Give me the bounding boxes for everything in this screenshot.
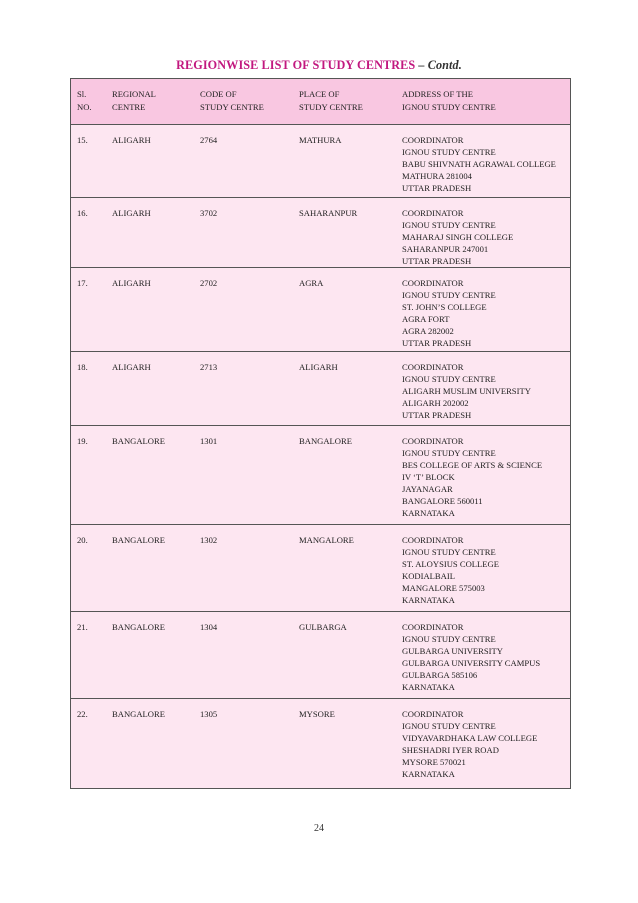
- cell-regional-centre: ALIGARH: [112, 268, 200, 352]
- header-regional: [112, 79, 200, 125]
- table-row: [71, 352, 571, 426]
- address-line: COORDINATOR: [402, 622, 464, 632]
- address-line: GULBARGA UNIVERSITY CAMPUS: [402, 658, 541, 668]
- cell-place: GULBARGA: [299, 612, 402, 699]
- address-line: COORDINATOR: [402, 278, 464, 288]
- address-line: BABU SHIVNATH AGRAWAL COLLEGE: [402, 159, 556, 169]
- address-line: COORDINATOR: [402, 535, 464, 545]
- cell-address: [402, 699, 571, 789]
- address-line: VIDYAVARDHAKA LAW COLLEGE: [402, 733, 538, 743]
- address-line: IGNOU STUDY CENTRE: [402, 721, 496, 731]
- cell-address: [402, 352, 571, 426]
- header-code-line-2: STUDY CENTRE: [200, 102, 264, 112]
- cell-place: AGRA: [299, 268, 402, 352]
- address-line: IGNOU STUDY CENTRE: [402, 290, 496, 300]
- header-address-line-2: IGNOU STUDY CENTRE: [402, 102, 496, 112]
- address-line: BANGALORE 560011: [402, 496, 483, 506]
- address-line: MYSORE 570021: [402, 757, 466, 767]
- address-line: SAHARANPUR 247001: [402, 244, 489, 254]
- address-line: COORDINATOR: [402, 436, 464, 446]
- header-regional-line-1: REGIONAL: [112, 89, 156, 99]
- address-line: IGNOU STUDY CENTRE: [402, 448, 496, 458]
- address-line: ALIGARH MUSLIM UNIVERSITY: [402, 386, 531, 396]
- header-sl: [71, 79, 113, 125]
- cell-sl: 17.: [71, 268, 113, 352]
- table-body: [71, 125, 571, 789]
- header-place: [299, 79, 402, 125]
- cell-regional-centre: BANGALORE: [112, 612, 200, 699]
- page-number: 24: [314, 823, 324, 834]
- cell-address: [402, 426, 571, 525]
- address-line: UTTAR PRADESH: [402, 410, 472, 420]
- cell-place: MATHURA: [299, 125, 402, 198]
- cell-regional-centre: ALIGARH: [112, 125, 200, 198]
- table-row: [71, 426, 571, 525]
- header-sl-line-2: NO.: [77, 102, 92, 112]
- address-line: GULBARGA UNIVERSITY: [402, 646, 503, 656]
- header-code: [200, 79, 299, 125]
- address-line: IGNOU STUDY CENTRE: [402, 374, 496, 384]
- cell-code: 2702: [200, 268, 299, 352]
- address-line: SHESHADRI IYER ROAD: [402, 745, 499, 755]
- header-place-line-2: STUDY CENTRE: [299, 102, 363, 112]
- table-row: [71, 125, 571, 198]
- cell-address: [402, 125, 571, 198]
- cell-regional-centre: BANGALORE: [112, 699, 200, 789]
- cell-address: [402, 525, 571, 612]
- cell-place: BANGALORE: [299, 426, 402, 525]
- cell-code: 1301: [200, 426, 299, 525]
- page-title: [0, 58, 638, 73]
- header-sl-line-1: Sl.: [77, 89, 87, 99]
- address-line: AGRA FORT: [402, 314, 450, 324]
- cell-address: [402, 612, 571, 699]
- table-header: [71, 79, 571, 125]
- header-regional-line-2: CENTRE: [112, 102, 146, 112]
- table-row: [71, 198, 571, 268]
- address-line: COORDINATOR: [402, 135, 464, 145]
- address-line: UTTAR PRADESH: [402, 256, 472, 266]
- header-row: [71, 79, 571, 125]
- address-line: IGNOU STUDY CENTRE: [402, 547, 496, 557]
- study-centres-table: [70, 78, 571, 789]
- cell-code: 2764: [200, 125, 299, 198]
- address-line: COORDINATOR: [402, 208, 464, 218]
- address-line: ALIGARH 202002: [402, 398, 469, 408]
- cell-regional-centre: BANGALORE: [112, 426, 200, 525]
- address-line: IV ‘T’ BLOCK: [402, 472, 455, 482]
- address-line: JAYANAGAR: [402, 484, 453, 494]
- cell-sl: 20.: [71, 525, 113, 612]
- cell-regional-centre: ALIGARH: [112, 352, 200, 426]
- address-line: IGNOU STUDY CENTRE: [402, 147, 496, 157]
- cell-sl: 15.: [71, 125, 113, 198]
- table-row: [71, 612, 571, 699]
- address-line: IGNOU STUDY CENTRE: [402, 634, 496, 644]
- cell-sl: 21.: [71, 612, 113, 699]
- address-line: KARNATAKA: [402, 508, 455, 518]
- address-line: BES COLLEGE OF ARTS & SCIENCE: [402, 460, 543, 470]
- address-line: ST. ALOYSIUS COLLEGE: [402, 559, 499, 569]
- address-line: AGRA 282002: [402, 326, 454, 336]
- address-line: UTTAR PRADESH: [402, 338, 472, 348]
- cell-place: MANGALORE: [299, 525, 402, 612]
- header-code-line-1: CODE OF: [200, 89, 237, 99]
- address-line: MATHURA 281004: [402, 171, 472, 181]
- cell-sl: 16.: [71, 198, 113, 268]
- address-line: GULBARGA 585106: [402, 670, 478, 680]
- address-line: MAHARAJ SINGH COLLEGE: [402, 232, 514, 242]
- cell-sl: 18.: [71, 352, 113, 426]
- cell-sl: 22.: [71, 699, 113, 789]
- cell-place: MYSORE: [299, 699, 402, 789]
- cell-code: 1304: [200, 612, 299, 699]
- header-address: [402, 79, 571, 125]
- address-line: ST. JOHN’S COLLEGE: [402, 302, 487, 312]
- address-line: MANGALORE 575003: [402, 583, 485, 593]
- header-address-line-1: ADDRESS OF THE: [402, 89, 473, 99]
- address-line: COORDINATOR: [402, 362, 464, 372]
- title-suffix: – Contd.: [418, 58, 462, 72]
- address-line: KARNATAKA: [402, 595, 455, 605]
- address-line: COORDINATOR: [402, 709, 464, 719]
- title-text: REGIONWISE LIST OF STUDY CENTRES: [176, 58, 416, 72]
- table-row: [71, 525, 571, 612]
- cell-address: [402, 268, 571, 352]
- cell-code: 1305: [200, 699, 299, 789]
- cell-place: SAHARANPUR: [299, 198, 402, 268]
- address-line: KODIALBAIL: [402, 571, 455, 581]
- address-line: KARNATAKA: [402, 769, 455, 779]
- address-line: IGNOU STUDY CENTRE: [402, 220, 496, 230]
- cell-code: 3702: [200, 198, 299, 268]
- address-line: KARNATAKA: [402, 682, 455, 692]
- cell-regional-centre: BANGALORE: [112, 525, 200, 612]
- address-line: UTTAR PRADESH: [402, 183, 472, 193]
- cell-code: 1302: [200, 525, 299, 612]
- cell-address: [402, 198, 571, 268]
- cell-sl: 19.: [71, 426, 113, 525]
- cell-code: 2713: [200, 352, 299, 426]
- header-place-line-1: PLACE OF: [299, 89, 340, 99]
- table-row: [71, 699, 571, 789]
- cell-regional-centre: ALIGARH: [112, 198, 200, 268]
- cell-place: ALIGARH: [299, 352, 402, 426]
- table-row: [71, 268, 571, 352]
